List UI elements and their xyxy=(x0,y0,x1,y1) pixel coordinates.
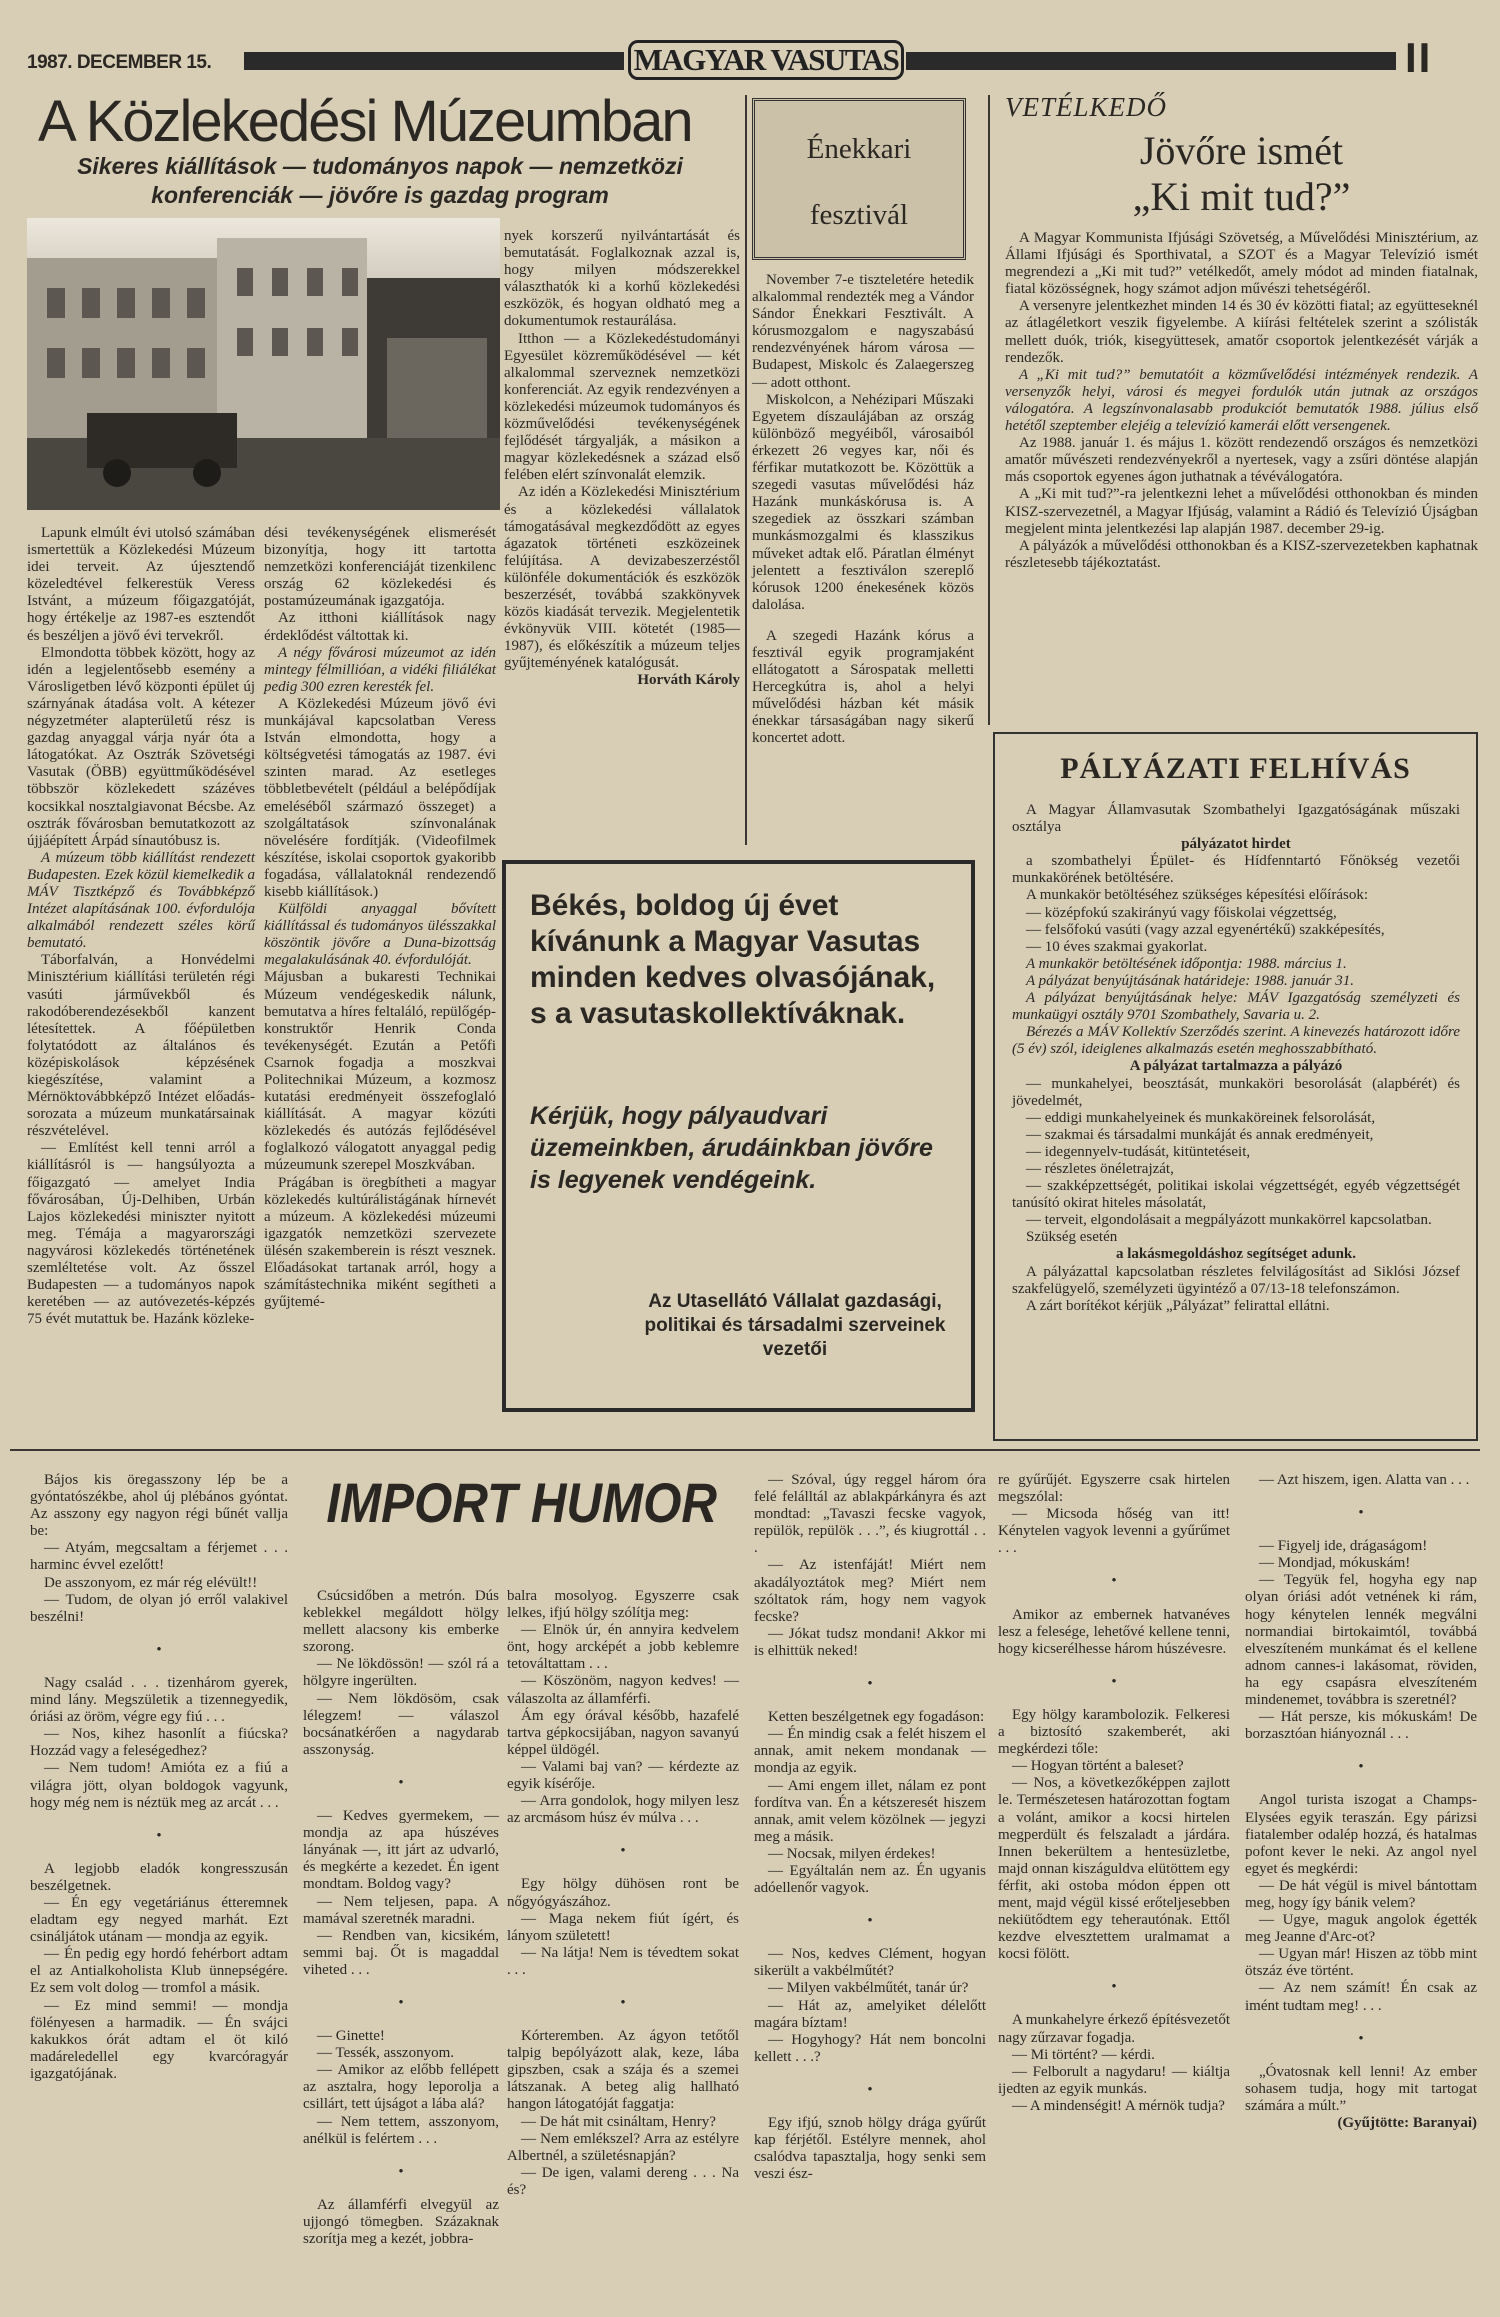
paragraph: — Arra gondolok, hogy milyen lesz az arcmásom húsz év múlva . . . xyxy=(507,1793,739,1827)
paragraph: — Nem teljesen, papa. A mamával szeretnék maradni. xyxy=(303,1893,499,1927)
paragraph: A pályázók a művelődési otthonokban és a KISZ-szervezetekben kaphatnak részletesebb tájékoztatást. xyxy=(1005,537,1478,571)
paragraph: — Ami engem illet, nálam ez pont fordítva van. Én a kétszeresét hiszem annak, amit velem közölnek — jegyzi meg a másik. xyxy=(754,1777,986,1845)
museum-article-title: A Közlekedési Múzeumban xyxy=(38,89,692,154)
paragraph: Az itthoni kiállítások nagy érdeklődést váltottak ki. xyxy=(264,610,496,644)
column-divider xyxy=(988,95,990,725)
paragraph: — részletes önéletrajzát, xyxy=(1026,1160,1174,1177)
paragraph: A Magyar Kommunista Ifjúsági Szövetség, a Művelődési Minisztérium, az Állami Ifjúsági és Sporthivatal, a SZOT és a Magyar Televízió ismét megrendezi a „Ki mit tud?” vetélkedőt, amely módot ad minden fiatalnak, fiatal közösségnek, hogy számot adjon művészi tehetségéről. xyxy=(1005,230,1478,298)
paragraph: Az államférfi elvegyül az ujjongó tömegben. Százaknak szorítja meg a kezét, jobbra- xyxy=(303,2196,499,2247)
paragraph: — De igen, valami dereng . . . Na és? xyxy=(507,2164,739,2198)
masthead-logo: MAGYAR VASUTAS xyxy=(628,40,904,80)
paragraph: A pályázat benyújtásának határideje: 1988. január 31. xyxy=(1026,972,1355,989)
paragraph: — Nem tudom! Amióta ez a fiú a világra jött, olyan boldogok vagyunk, hogy még nem is néztük meg az arcát . . . xyxy=(30,1760,288,1811)
paragraph: — De hát mit csináltam, Henry? xyxy=(521,2113,716,2130)
museum-column-3 xyxy=(504,228,740,690)
paragraph: — Milyen vakbélműtét, tanár úr? xyxy=(768,1980,969,1997)
contest-title-line-2: „Ki mit tud?” xyxy=(1132,174,1351,219)
paragraph: — Valami baj van? — kérdezte az egyik kísérője. xyxy=(507,1758,739,1793)
paragraph: Szükség esetén xyxy=(1026,1229,1118,1246)
separator-bullet: • xyxy=(1111,1573,1117,1590)
choir-title-line-2: fesztivál xyxy=(809,199,909,231)
paragraph: — idegennyelv-tudását, kitüntetéseit, xyxy=(1026,1143,1251,1160)
paragraph: — Említést kell tenni arról a kiállításról is — hangsúlyozta a főigazgató — amelyet India fővárosában, Új-Delhiben, Urbán Lajos közlekedési miniszter nyitott meg. Témája a magyarországi nagyvárosi közlekedés történetének szemléltetése volt. Az ősszel Budapesten — a tudományos napok keretében — az autóvezetés-képzés 75 évét mutattuk be. Hazánk közleke- xyxy=(27,1140,255,1328)
section-divider xyxy=(10,1449,1480,1451)
paragraph: Az idén a Közlekedési Minisztérium és a közlekedési vállalatok támogatásával megkezdődött az egyes ágazatok történeti eszközeinek felújítása. A devizabeszerzéstől különféle dokumentációk és eszközök beszerzését, továbbá szakkönyvek közös kiadását tervezik. Megjelentetik évkönyvük VIII. kötetét (1985—1987), és előkészítik a múzeum teljes gyűjteményének katalógusát. xyxy=(504,484,740,672)
paragraph: „Óvatosnak kell lenni! Az ember sohasem tudja, hogy mit tartogat számára a múlt.” xyxy=(1245,2063,1477,2114)
museum-column-1 xyxy=(27,525,255,1328)
page-number: II xyxy=(1405,34,1433,81)
paragraph: — Hogyhogy? Hát nem boncolni kellett . . .? xyxy=(754,2031,986,2065)
paragraph: Bérezés a MÁV Kollektív Szerződés szerint. A kinevezés határozott időre (5 év) szól, ideiglenes alkalmazás esetén meghosszabbítható. xyxy=(1012,1024,1460,1058)
separator-bullet: • xyxy=(867,1913,873,1930)
paragraph: A munkakör betöltésének időpontja: 1988. március 1. xyxy=(1026,955,1347,972)
paragraph: — Az istenfáját! Miért nem akadályoztátok meg? Miért nem szóltatok rám, hogy nem vagyok fecske? xyxy=(754,1557,986,1625)
paragraph: — felsőfokú vasúti (vagy azzal egyenértékű) szakképesítés, xyxy=(1026,921,1385,938)
separator-bullet: • xyxy=(620,1994,626,2011)
paragraph: Az 1988. január 1. és május 1. között rendezendő országos és nemzetközi amatőr művészeti rendezvényekről a nyertesek, vagy a zsűri döntése alapján más csoportok egyenes ágon juthatnak a tévéválogatóra. xyxy=(1005,435,1478,486)
paragraph: — Nem tettem, asszonyom, anélkül is felértem . . . xyxy=(303,2113,499,2147)
tender-body xyxy=(1012,802,1460,1315)
separator-bullet: • xyxy=(1358,1759,1364,1776)
separator-bullet: • xyxy=(156,1827,162,1844)
paragraph: Egy ifjú, sznob hölgy drága gyűrűt kap férjétől. Estélyre mennek, ahol csalódva tapasztalja, hogy senki sem veszi ész- xyxy=(754,2115,986,2183)
paragraph: Angol turista iszogat a Champs-Elysées egyik teraszán. Egy párizsi fiatalember odalép hozzá, és hatalmas pofont kever le neki. Az angol nyel egyet és megkérdi: xyxy=(1245,1792,1477,1877)
column-divider xyxy=(745,95,747,845)
paragraph: A „Ki mit tud?”-ra jelentkezni lehet a művelődési otthonokban és minden KISZ-szervezetnél, a Magyar Ifjúság, valamint a Rádió és Televízió Újságban megjelent minta jelentkezési lap alapján 1987. december 29-ig. xyxy=(1005,486,1478,537)
paragraph: A legjobb eladók kongresszusán beszélgetnek. xyxy=(30,1860,288,1894)
paragraph: — Amikor az előbb fellépett az asztalra, hogy leporolja a csillárt, tett újságot a lába alá? xyxy=(303,2062,499,2113)
humor-column-4 xyxy=(754,1472,986,2183)
paragraph: — Ugyan már! Hiszen az több mint ötszáz éve történt. xyxy=(1245,1946,1477,1980)
paragraph: — középfokú szakirányú vagy főiskolai végzettség, xyxy=(1026,904,1337,921)
paragraph: — Nos, kedves Clément, hogyan sikerült a vakbélműtét? xyxy=(754,1946,986,1980)
header-bar-right xyxy=(906,52,1396,70)
paragraph: — Ez mind semmi! — mondja fölényesen a harmadik. — Én svájci kakukkos órát adtam el öt kiló madáreledellel egy kvarcóragyár igazgatójának. xyxy=(30,1997,288,2082)
paragraph: — 10 éves szakmai gyakorlat. xyxy=(1026,938,1208,955)
humor-column-1 xyxy=(30,1472,288,2083)
choir-festival-title-box xyxy=(752,98,966,260)
paragraph: — Ugye, maguk angolok égették meg Jeanne d'Arc-ot? xyxy=(1245,1912,1477,1946)
paragraph: A pályázat benyújtásának helye: MÁV Igazgatóság személyzeti és munkaügyi osztály 9701 Szombathely, Savaria u. 2. xyxy=(1012,990,1460,1024)
paragraph: A szegedi Hazánk kórus a fesztivál egyik programjaként ellátogatott a Sárospatak melletti Hercegkútra is, ahol a helyi művelődési házban két másik énekkar társaságában nagy sikerű koncertet adott. xyxy=(752,627,974,747)
paragraph: — Szóval, úgy reggel három óra felé felálltál az ablakpárkányra és azt mondtad: „Tavaszi fecske vagyok, repülök, repülök . . .”, és kiugrottál . . . xyxy=(754,1472,986,1557)
separator-bullet: • xyxy=(1358,2030,1364,2047)
paragraph: — Micsoda hőség van itt! Kénytelen vagyok levenni a gyűrűmet . . . xyxy=(998,1506,1230,1557)
paragraph: — Nos, a következőképpen zajlott le. Természetesen határozottan fogtam a volánt, amikor a kocsi hirtelen megperdült és felszaladt a járdára. Innen bekerültem a hentesüzletbe, majd onnan kiszáguldva elütöttem egy férfit, aki ostoba módon éppen ott ment, majd végül kissé erőteljesebben nekiütődtem egy teherautónak. Ettől kezdve elvesztettem uralmamat a kocsi fölött. xyxy=(998,1775,1230,1963)
paragraph: — Nocsak, milyen érdekes! xyxy=(768,1845,936,1862)
paragraph: A pályázattal kapcsolatban részletes felvilágosítást ad Siklósi József szakfelügyelő, személyzeti ügyintéző a 07/13-18 telefonszámon. xyxy=(1012,1263,1460,1297)
paragraph: Miskolcon, a Nehézipari Műszaki Egyetem díszaulájában az ország különböző megyéiből, városaiból érkezett 26 vegyes kar, női és férfikar mutatkozott be. Közöttük a szegedi vasutas művelődési ház Hazánk munkáskórusa is. A szegediek az összkari számban munkásmozgalmi és klasszikus műveket adtak elő. Páratlan élményt jelentett a fesztiválon szereplő kórusok 1200 énekesének közös dalolása. xyxy=(752,391,974,613)
contest-kicker: VETÉLKEDŐ xyxy=(1005,92,1168,122)
byline: (Gyűjtötte: Baranyai) xyxy=(1337,2115,1477,2131)
paragraph: — Köszönöm, nagyon kedves! — válaszolta az államférfi. xyxy=(507,1673,739,1707)
paragraph: — Kedves gyermekem, — mondja az apa húszéves lányának —, itt járt az udvarló, és megkérte a kezedet. Én igent mondtam. Boldog vagy? xyxy=(303,1808,499,1893)
paragraph: — szakképzettségét, politikai iskolai végzettségét, egyéb végzettségét tanúsító okirat hiteles másolatát, xyxy=(1012,1178,1460,1212)
paragraph: — Rendben van, kicsikém, semmi baj. Őt is magaddal viheted . . . xyxy=(303,1927,499,1978)
choir-title-line-1: Énekkari xyxy=(806,133,912,165)
paragraph: — Nos, kihez hasonlít a fiúcska? Hozzád vagy a feleségedhez? xyxy=(30,1726,288,1760)
paragraph: — De hát végül is mivel bántottam meg, hogy így bánik velem? xyxy=(1245,1877,1477,1911)
paragraph: — Felborult a nagydaru! — kiáltja ijedten az egyik munkás. xyxy=(998,2063,1230,2097)
paragraph: Lapunk elmúlt évi utolsó számában ismertettük a Közlekedési Múzeum idei terveit. Az újesztendő közeledtével felkerestük Veress Istvánt, a múzeum főigazgatóját, hogy értékelje az 1987-es esztendőt és beszéljen a jövő évi tervekről. xyxy=(27,525,255,644)
paragraph: — Ne lökdössön! — szól rá a hölgyre ingerülten. xyxy=(303,1656,499,1690)
separator-bullet: • xyxy=(1358,1505,1364,1522)
paragraph: — eddigi munkahelyeinek és munkaköreinek felsorolását, xyxy=(1026,1109,1376,1126)
separator-bullet: • xyxy=(398,2163,404,2180)
paragraph: A Közlekedési Múzeum jövő évi munkájával kapcsolatban Veress István elmondotta, hogy a költségvetési támogatás az 1987. évi szinten marad. Az esetleges többletbevételt (például a belépődíjak emeléséből származó összeget) a szolgáltatások színvonalának növelésére fordítják. (Videofilmek készítése, iskolai csoportok gyakoribb fogadása, vállalatoknál rendezendő kisebb kiállítások.) xyxy=(264,695,496,900)
paragraph: — Tessék, asszonyom. xyxy=(317,2045,454,2062)
paragraph: A „Ki mit tud?” bemutatóit a közművelődési intézmények rendezik. A versenyzők helyi, városi és megyei fordulók után jutnak az országos válogatóra. A legszínvonalasabb produkciót bemutatók 1988. július első hetétől szeptember elejéig a televízió kamerái előtt versengenek. xyxy=(1005,366,1478,435)
byline: Horváth Károly xyxy=(637,672,740,689)
paragraph: — Maga nekem fiút ígért, és lányom született! xyxy=(507,1910,739,1944)
humor-column-6 xyxy=(1245,1472,1477,2132)
museum-article-subtitle xyxy=(30,152,730,210)
paragraph: Egy hölgy dühösen ront be nőgyógyászához. xyxy=(507,1876,739,1910)
paragraph: Ám egy órával később, hazafelé tartva gépkocsijában, nagyon savanyú képpel üldögél. xyxy=(507,1707,739,1758)
humor-column-5 xyxy=(998,1472,1230,2115)
paragraph: — Na látja! Nem is tévedtem sokat . . . xyxy=(507,1944,739,1978)
header-bar-left xyxy=(244,52,624,70)
separator-bullet: • xyxy=(867,2081,873,2098)
museum-photo-image xyxy=(27,218,500,510)
separator-bullet: • xyxy=(156,1641,162,1658)
paragraph: — Nem lökdösöm, csak lélegzem! — válaszol bocsánatkérően a nagydarab asszonyság. xyxy=(303,1690,499,1758)
paragraph: Itthon — a Közlekedéstudományi Egyesület közreműködésével — két alkalommal szerveznek nemzetközi konferenciát. Az egyik rendezvényen a közlekedési múzeumok tudományos és közművelődési tevékenységének fejlődését tárgyalják, a másikon a magyar közlekedésnek a század első felében elért színvonalát elemzik. xyxy=(504,330,740,484)
paragraph: Bájos kis öregasszony lép be a gyóntatószékbe, ahol új plébános gyóntat. Az asszony egy nagyon régi bűnét vallja be: xyxy=(30,1472,288,1540)
paragraph: — A mindenségit! A mérnök tudja? xyxy=(1012,2097,1225,2114)
paragraph: — Én mindig csak a felét hiszem el annak, amit nekem mondanak — mondja az egyik. xyxy=(754,1726,986,1777)
paragraph: Prágában is öregbítheti a magyar közlekedés kultúrálistágának hírnevét a múzeum. A közlekedési múzeumi igazgatók nemzetközi szervezete ülésén szakemberein is részt vesznek. Előadásokat tartanak arról, hogy a számítástechnika miként segítheti a gyűjtemé- xyxy=(264,1174,496,1311)
paragraph: pályázatot hirdet xyxy=(1181,836,1291,853)
paragraph: balra mosolyog. Egyszerre csak lelkes, ifjú hölgy szólítja meg: xyxy=(507,1588,739,1622)
paragraph: Táborfalván, a Honvédelmi Minisztérium kiállítási területén régi vasúti járművekből és rakodóberendezésekből kanzent létesítettek. A főépületben folytatódott az általános és középiskolások képzésének kiegészítése, valamint a Mérnöktovábbképző Intézet előadás-sorozata a múzeum munkatársainak részvételével. xyxy=(27,952,255,1140)
paragraph: — Jókat tudsz mondani! Akkor mi is elhittük neked! xyxy=(754,1625,986,1659)
paragraph: De asszonyom, ez már rég elévült!! xyxy=(44,1574,258,1591)
paragraph: — Mondjad, mókuskám! xyxy=(1259,1555,1411,1572)
paragraph: Ketten beszélgetnek egy fogadáson: xyxy=(768,1709,985,1726)
contest-title xyxy=(1005,128,1478,220)
paragraph: — Ginette! xyxy=(317,2028,385,2045)
paragraph: A zárt borítékot kérjük „Pályázat” felirattal ellátni. xyxy=(1026,1297,1330,1314)
paragraph: — Hát az, amelyiket délelőtt magára bíztam! xyxy=(754,1997,986,2031)
paragraph: — szakmai és társadalmi munkáját és annak eredményeit, xyxy=(1026,1126,1374,1143)
paragraph: A múzeum több kiállítást rendezett Budapesten. Ezek közül kiemelkedik a MÁV Tisztképző és Továbbképző Intézet alapításának 100. évfordulója alkalmából rendezett széles körű bemutató. xyxy=(27,849,255,952)
paragraph: Külföldi anyaggal bővített kiállítással és tudományos ülésszakkal köszöntik jövőre a Duna-bizottság megalakulásának 40. évfordulóját. xyxy=(264,901,496,969)
separator-bullet: • xyxy=(867,1676,873,1693)
paragraph: — munkahelyei, beosztását, munkaköri besorolását (alapbérét) és jövedelmét, xyxy=(1012,1075,1460,1109)
separator-bullet: • xyxy=(398,1994,404,2011)
paragraph: Amikor az embernek hatvanéves lesz a felesége, lehetővé kellene tenni, hogy kicserélhesse három húszévesre. xyxy=(998,1606,1230,1657)
paragraph: Egy hölgy karambolozik. Felkeresi a biztosító szakemberét, aki megkérdezi tőle: xyxy=(998,1706,1230,1758)
contest-article-body xyxy=(1005,230,1478,572)
humor-section-title: IMPORT HUMOR xyxy=(326,1471,717,1534)
paragraph: — Tegyük fel, hogyha egy nap olyan óriási adót vetnének ki rám, hogy kénytelen lennék megválni normandiai birtokaimtól, továbbá elveszíteném munkámat és el kellene adnom cannes-i lakásomat, röviden, ha egy csapásra elveszíteném mindenemet, továbbra is szeretnél? xyxy=(1245,1572,1477,1709)
paragraph: A Magyar Államvasutak Szombathelyi Igazgatóságának műszaki osztálya xyxy=(1012,802,1460,836)
paragraph: Csúcsidőben a metrón. Dús keblekkel megáldott hölgy mellett alacsony kis emberke szorong. xyxy=(303,1588,499,1656)
greeting-signature: Az Utasellátó Vállalat gazdasági, politikai és társadalmi szerveinek vezetői xyxy=(644,1291,946,1360)
paragraph: A versenyre jelentkezhet minden 14 és 30 év közötti fiatal; az együtteseknél az átlagéletkort veszik figyelembe. A kiírási feltételek szerint a szólisták mellett duók, triók, kisegyüttesek, amatőr csoportok jelentkezését várják a rendezők. xyxy=(1005,298,1478,366)
issue-date: 1987. DECEMBER 15. xyxy=(27,52,212,73)
paragraph: — Hát persze, kis mókuskám! De borzasztóan hiányoznál . . . xyxy=(1245,1709,1477,1743)
greeting-main-text: Békés, boldog új évet kívánunk a Magyar Vasutas minden kedves olvasójának, s a vasutaskollektíváknak. xyxy=(530,889,936,1030)
paragraph: A munkahelyre érkező építésvezetőt nagy zűrzavar fogadja. xyxy=(998,2012,1230,2046)
choir-article-body xyxy=(752,272,974,748)
paragraph: — Azt hiszem, igen. Alatta van . . . xyxy=(1259,1472,1470,1488)
paragraph: — Mi történt? — kérdi. xyxy=(1012,2046,1155,2063)
paragraph: a lakásmegoldáshoz segítséget adunk. xyxy=(1115,1246,1357,1263)
paragraph: — Én pedig egy hordó fehérbort adtam el az Antialkoholista Klub ünnepségére. Ez sem volt dolog — tromfol a másik. xyxy=(30,1946,288,1997)
paragraph: — Én egy vegetáriánus étteremnek eladtam egy negyed marhát. Ezt csináljátok utánam — mondja az egyik. xyxy=(30,1894,288,1946)
paragraph: — Nem emlékszel? Arra az estélyre Albertnél, a születésnapján? xyxy=(507,2130,739,2164)
paragraph: — Az nem számít! Én csak az imént tudtam meg! . . . xyxy=(1245,1980,1477,2014)
subtitle-line-1: Sikeres kiállítások — tudományos napok — nemzetközi xyxy=(77,153,683,179)
paragraph: Kórteremben. Az ágyon tetőtől talpig bepólyázott alak, keze, lába gipszben, csak a szája és a szemei látszanak. A beteg alig hallható hangon látogatóját faggatja: xyxy=(507,2028,739,2113)
paragraph: — Egyáltalán nem az. Én ugyanis adóellenőr vagyok. xyxy=(754,1862,986,1897)
paragraph: A munkakör betöltéséhez szükséges képesítési előírások: xyxy=(1026,887,1368,904)
humor-column-3 xyxy=(507,1588,739,2199)
paragraph: — Elnök úr, én annyira kedvelem önt, hogy arcképét a jobb keblemre tetováltattam . . . xyxy=(507,1622,739,1673)
paragraph: Nagy család . . . tizenhárom gyerek, mind lány. Megszületik a tizennegyedik, óriási az öröm, végre egy fiú . . . xyxy=(30,1674,288,1726)
museum-column-2 xyxy=(264,525,496,1311)
paragraph: re gyűrűjét. Egyszerre csak hirtelen megszólal: xyxy=(998,1472,1230,1506)
paragraph: — Hogyan történt a baleset? xyxy=(1012,1758,1184,1775)
separator-bullet: • xyxy=(1111,1673,1117,1690)
paragraph: dési tevékenységének elismerését bizonyítja, hogy itt tartotta nemzetközi konferenciáját tizenkilenc ország 62 közlekedési és postamúzeumának igazgatója. xyxy=(264,525,496,610)
greeting-invitation: Kérjük, hogy pályaudvari üzemeinkben, árudáinkban jövőre is legyenek vendégeink. xyxy=(530,1102,933,1194)
paragraph: November 7-e tiszteletére hetedik alkalommal rendezték meg a Vándor Sándor Énekkari Fesztivált. A kórusmozgalom e nagyszabású rendezvényének három városa — Budapest, Miskolc és Zalaegerszeg — adott otthont. xyxy=(752,272,974,391)
paragraph: — terveit, elgondolásait a megpályázott munkakörrel kapcsolatban. xyxy=(1026,1212,1432,1229)
paragraph: Májusban a bukaresti Technikai Múzeum vendégeskedik nálunk, bemutatva a híres feltaláló, repülőgép-konstruktőr Henrik Conda tevékenységét. Ezután a Petőfi Csarnok fogadja a moszkvai Politechnikai Múzeum, a kozmosz kutatási eredményeit összefoglaló kiállítását. A magyar közúti közlekedés és autózás fejlődésével foglalkozó válogatott anyaggal pedig múzeumunk szerepel Moszkvában. xyxy=(264,969,496,1174)
paragraph: A pályázat tartalmazza a pályázó xyxy=(1129,1058,1343,1075)
paragraph: — Figyelj ide, drágaságom! xyxy=(1259,1538,1428,1555)
separator-bullet: • xyxy=(398,1774,404,1791)
paragraph: Elmondotta többek között, hogy az idén a legjelentősebb esemény a Városligetben lévő központi épület új szárnyának átadása volt. A kétezer négyzetméter alapterületű rész is gazdag anyaggal várja nyár óta a látogatókat. Az Osztrák Szövetségi Vasutak (ÖBB) együttműködésével többször közlekedett százéves kocsikkal nosztalgiavonat Bécsbe. Az osztrák fővárosban bemutatkozott az újjáépített Árpád sínautóbusz is. xyxy=(27,644,255,849)
separator-bullet: • xyxy=(620,1843,626,1860)
paragraph: — Tudom, de olyan jó erről valakivel beszélni! xyxy=(30,1591,288,1625)
separator-bullet: • xyxy=(1111,1979,1117,1996)
contest-title-line-1: Jövőre ismét xyxy=(1139,128,1344,173)
humor-column-2 xyxy=(303,1588,499,2248)
paragraph: nyek korszerű nyilvántartását és bemutatását. Foglalkoznak azzal is, hogy milyen módszerekkel választhatók ki a korhű közlekedési eszközök, és hogyan oldható meg a dokumentumok restaurálása. xyxy=(504,228,740,330)
museum-photo xyxy=(27,218,500,510)
paragraph: a szombathelyi Épület- és Hídfenntartó Főnökség vezetői munkakörének betöltésére. xyxy=(1012,853,1460,887)
tender-title: PÁLYÁZATI FELHÍVÁS xyxy=(1060,752,1411,785)
paragraph: — Atyám, megcsaltam a férjemet . . . harminc évvel ezelőtt! xyxy=(30,1540,288,1574)
subtitle-line-2: konferenciák — jövőre is gazdag program xyxy=(151,182,609,208)
paragraph: A négy fővárosi múzeumot az idén mintegy félmillióan, a vidéki filiálékat pedig 300 ezren keresték fel. xyxy=(264,644,496,695)
